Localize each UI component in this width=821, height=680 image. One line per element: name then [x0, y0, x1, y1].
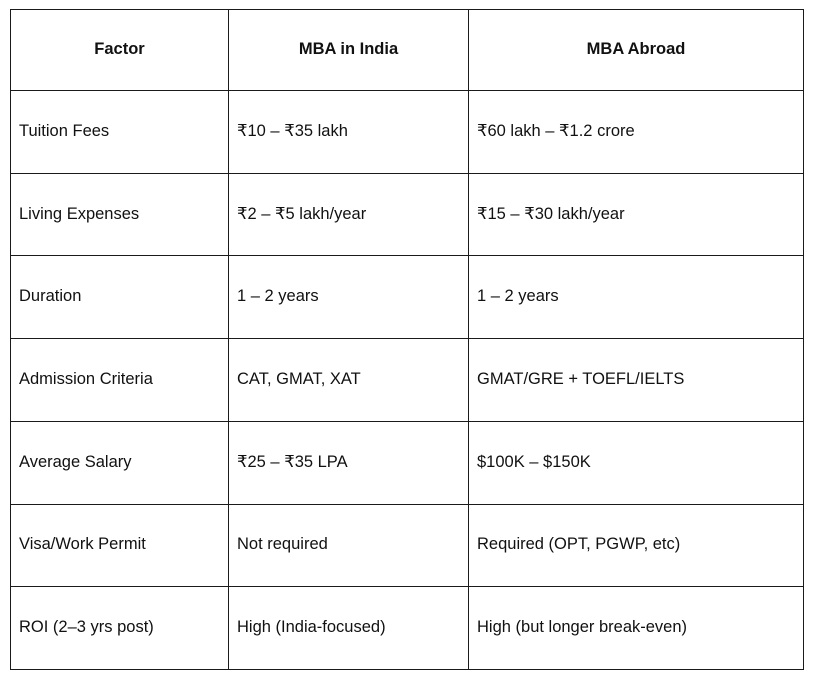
table-row: [11, 421, 804, 504]
header-factor: Factor: [11, 10, 229, 91]
factor-cell: Living Expenses: [11, 173, 229, 256]
factor-cell: Average Salary: [11, 421, 229, 504]
abroad-cell: High (but longer break-even): [469, 587, 804, 670]
abroad-cell: $100K – $150K: [469, 421, 804, 504]
table-row: [11, 256, 804, 339]
abroad-cell: ₹15 – ₹30 lakh/year: [469, 173, 804, 256]
header-row: [11, 10, 804, 91]
india-cell: Not required: [229, 504, 469, 587]
header-mba-india: MBA in India: [229, 10, 469, 91]
india-cell: 1 – 2 years: [229, 256, 469, 339]
table-row: [11, 587, 804, 670]
india-cell: ₹25 – ₹35 LPA: [229, 421, 469, 504]
table-row: [11, 91, 804, 174]
india-cell: ₹2 – ₹5 lakh/year: [229, 173, 469, 256]
abroad-cell: 1 – 2 years: [469, 256, 804, 339]
abroad-cell: GMAT/GRE + TOEFL/IELTS: [469, 339, 804, 422]
factor-cell: Visa/Work Permit: [11, 504, 229, 587]
india-cell: High (India-focused): [229, 587, 469, 670]
comparison-table: [10, 9, 804, 670]
table-row: [11, 504, 804, 587]
factor-cell: Admission Criteria: [11, 339, 229, 422]
abroad-cell: Required (OPT, PGWP, etc): [469, 504, 804, 587]
factor-cell: Duration: [11, 256, 229, 339]
table-header: [11, 10, 804, 91]
india-cell: CAT, GMAT, XAT: [229, 339, 469, 422]
factor-cell: Tuition Fees: [11, 91, 229, 174]
table-row: [11, 339, 804, 422]
header-mba-abroad: MBA Abroad: [469, 10, 804, 91]
table-body: [11, 91, 804, 670]
table-row: [11, 173, 804, 256]
abroad-cell: ₹60 lakh – ₹1.2 crore: [469, 91, 804, 174]
india-cell: ₹10 – ₹35 lakh: [229, 91, 469, 174]
factor-cell: ROI (2–3 yrs post): [11, 587, 229, 670]
